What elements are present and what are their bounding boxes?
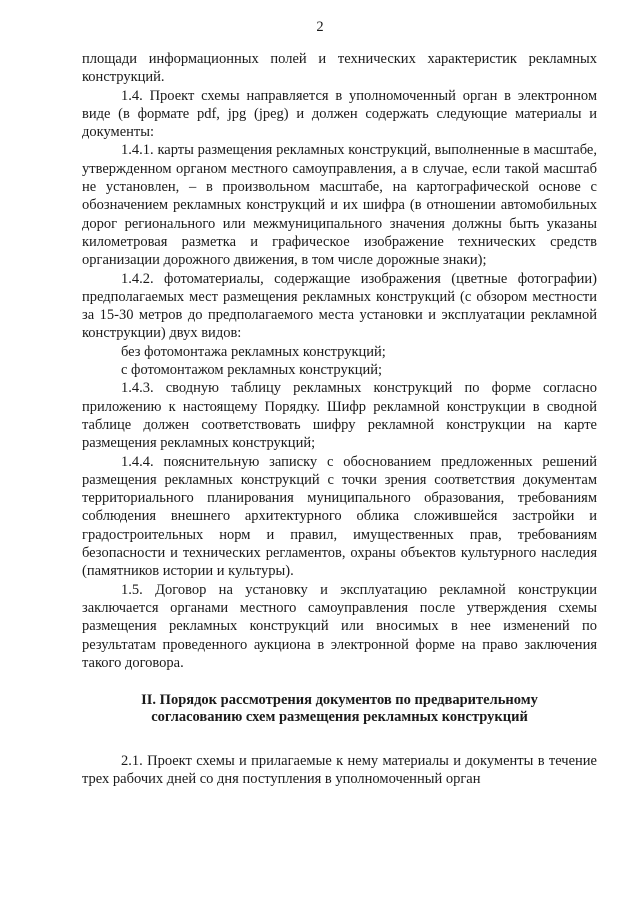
paragraph-1-4-2: 1.4.2. фотоматериалы, содержащие изображения (цветные фотографии) предполагаемых мест размещения рекламных конструкций (с обзором местности за 15-30 метров до предполагаемого места установки и эксплуатации рекламной конструкции) двух видов: <box>82 270 597 342</box>
page-number: 2 <box>316 19 324 35</box>
paragraph-continuation: площади информационных полей и технических характеристик рекламных конструкций. <box>82 51 597 86</box>
list-item-without-photomontage: без фотомонтажа рекламных конструкций; <box>121 343 386 360</box>
paragraph-1-4: 1.4. Проект схемы направляется в уполномоченный орган в электронном виде (в формате pdf, jpg (jpeg) и должен содержать следующие материалы и документы: <box>82 87 597 141</box>
section-heading-line-2: согласованию схем размещения рекламных конструкций <box>151 709 528 726</box>
paragraph-1-4-4: 1.4.4. пояснительную записку с обоснованием предложенных решений размещения рекламных конструкций с точки зрения соответствия документам территориального планирования муниципального образования, требованиям соблюдения внешнего архитектурного облика сложившейся застройки и градостроительных норм и правил, имущественных прав, требованиям безопасности и технических регламентов, охраны объектов культурного наследия (памятников истории и культуры). <box>82 453 597 580</box>
document-body <box>82 50 597 789</box>
paragraph-1-4-3: 1.4.3. сводную таблицу рекламных конструкций по форме согласно приложению к настоящему Порядку. Шифр рекламной конструкции в сводной таблице должен соответствовать шифру рекламной конструкции на карте размещения рекламных конструкций; <box>82 380 597 452</box>
paragraph-1-4-1: 1.4.1. карты размещения рекламных конструкций, выполненные в масштабе, утвержденном органом местного самоуправления, а в случае, если такой масштаб не установлен, – в произвольном масштабе, на картографической основе с обозначением рекламных конструкций и их шифра (в отношении автомобильных дорог регионального или межмуниципального значения должны быть указаны километровая разметка и графическое изображение технических средств организации дорожного движения, в том числе дорожные знаки); <box>82 142 597 269</box>
list-item-with-photomontage: с фотомонтажом рекламных конструкций; <box>121 362 383 379</box>
paragraph-2-1: 2.1. Проект схемы и прилагаемые к нему материалы и документы в течение трех рабочих дней со дня поступления в уполномоченный орган <box>82 753 597 788</box>
section-heading <box>82 692 597 726</box>
section-heading-line-1: II. Порядок рассмотрения документов по предварительному <box>141 692 538 709</box>
paragraph-1-5: 1.5. Договор на установку и эксплуатацию рекламной конструкции заключается органами местного самоуправления после утверждения схемы размещения рекламных конструкций или вносимых в нее изменений по результатам проведенного аукциона в электронной форме на право заключения такого договора. <box>82 581 597 671</box>
